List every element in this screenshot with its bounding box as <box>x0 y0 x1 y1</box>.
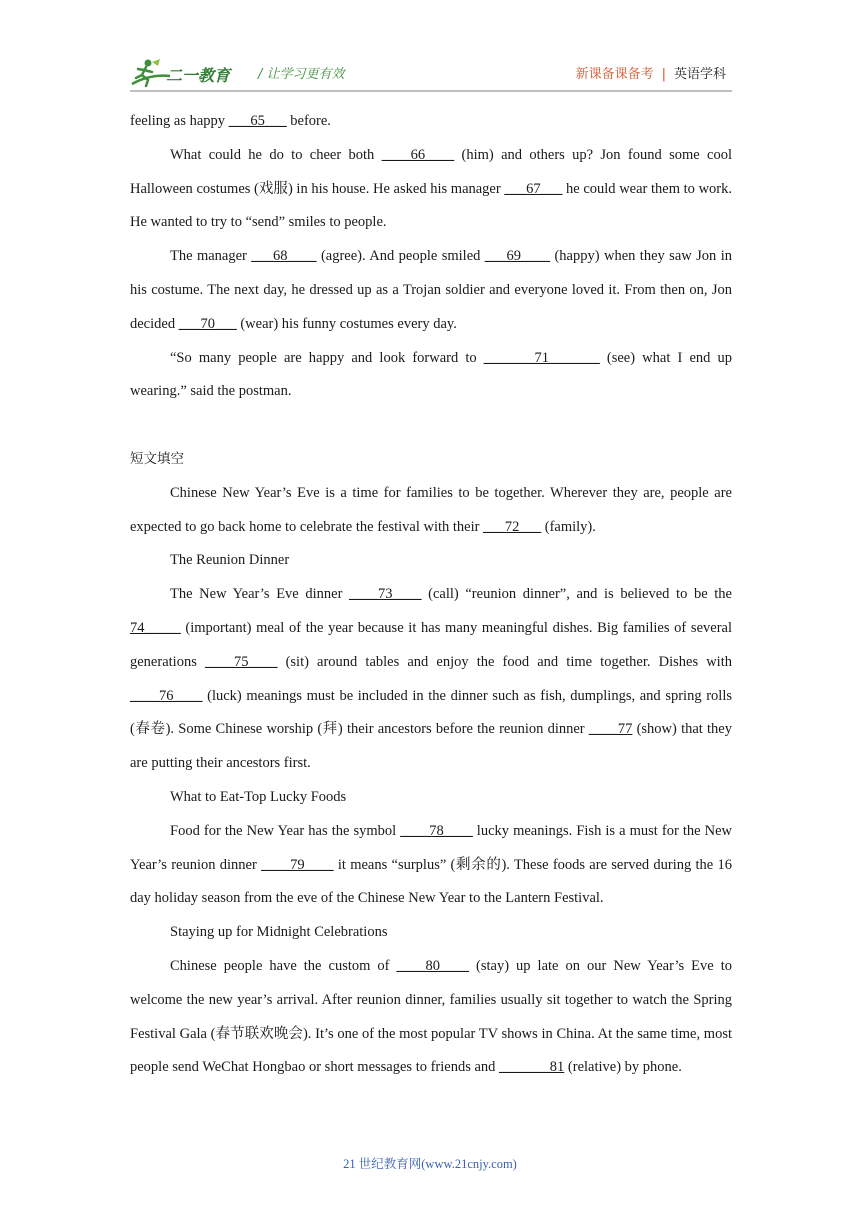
text-segment: (agree). And people smiled <box>316 248 485 265</box>
text-segment: The Reunion Dinner <box>170 552 290 569</box>
paragraph <box>130 240 732 341</box>
paragraph <box>130 105 732 139</box>
text-segment: Chinese New Year’s Eve is a time for families to be together. Wherever they are, people are expected to go back home to celebrate the festival with their <box>130 484 732 535</box>
text-segment: (see) what I end up wearing.” said the postman. <box>130 349 733 400</box>
text-segment: lucky meanings. Fish is a must for the New Year’s reunion dinner <box>130 822 732 873</box>
text-segment: What to Eat-Top Lucky Foods <box>170 788 347 805</box>
answer-blank: ___65___ <box>228 113 287 129</box>
answer-blank: ____76____ <box>130 687 203 704</box>
header-separator: | <box>661 67 666 82</box>
text-segment: (wear) his funny costumes every day. <box>236 315 457 332</box>
text-segment: (him) and others up? Jon found some cool Halloween costumes (戏服) in his house. He asked his manager <box>130 146 732 197</box>
paragraph <box>130 139 732 240</box>
header-divider <box>130 90 732 92</box>
header-subject: 新课备课备考 <box>575 67 654 82</box>
text-segment: Staying up for Midnight Celebrations <box>170 924 388 941</box>
answer-blank: _______81 <box>499 1059 565 1076</box>
text-segment: (luck) meanings must be included in the dinner such as fish, dumplings, and spring rolls (春卷). Some Chinese worship (拜) their ancestors before the reunion dinner <box>130 687 732 738</box>
text-segment: The New Year’s Eve dinner <box>170 586 350 603</box>
section-title <box>130 443 732 477</box>
answer-blank: 74_____ <box>130 619 181 636</box>
answer-blank: ___70___ <box>178 315 237 332</box>
runner-logo-icon <box>130 58 248 88</box>
header-right <box>576 63 726 82</box>
text-segment: Chinese people have the custom of <box>170 957 397 974</box>
text-segment: before. <box>286 113 331 129</box>
paragraph <box>130 815 732 916</box>
slogan: / 让学习更有效 <box>258 67 345 82</box>
text-segment: (important) meal of the year because it has many meaningful dishes. Big families of several generations <box>130 619 732 670</box>
answer-blank: ___68____ <box>251 248 317 265</box>
text-segment: (stay) up late on our New Year’s Eve to welcome the new year’s arrival. After reunion dinner, families usually sit together to watch the Spring Festival Gala (春节联欢晚会). It’s one of the most popular TV shows in China. At the same time, most people send WeChat Hongbao or short messages to friends and <box>130 957 732 1076</box>
header-course: 英语学科 <box>673 67 726 82</box>
paragraph <box>130 950 732 1085</box>
text-segment: Food for the New Year has the symbol <box>170 822 401 839</box>
text-segment: he could wear them to work. He wanted to try to “send” smiles to people. <box>130 180 732 231</box>
text-segment: it means “surplus” (剩余的). These foods are served during the 16 day holiday season from the eve of the Chinese New Year to the Lantern Festival. <box>130 856 733 907</box>
text-segment: “So many people are happy and look forward to <box>170 349 484 366</box>
answer-blank: ____79____ <box>261 856 334 873</box>
page-footer: 21 世纪教育网(www.21cnjy.com) <box>343 1157 517 1171</box>
paragraph <box>130 781 732 815</box>
answer-blank: ____66____ <box>381 146 455 163</box>
text-segment: The manager <box>170 248 252 265</box>
text-segment: 短文填空 <box>130 450 184 467</box>
paragraph <box>130 342 732 410</box>
text-segment: (call) “reunion dinner”, and is believed to be the <box>421 586 732 603</box>
text-segment: (relative) by phone. <box>564 1059 682 1076</box>
answer-blank: ____75____ <box>204 653 278 670</box>
text-segment: (family). <box>541 518 596 535</box>
text-segment: (sit) around tables and enjoy the food and time together. Dishes with <box>277 653 732 670</box>
text-segment: What could he do to cheer both <box>170 146 382 163</box>
paragraph-gap <box>130 409 732 443</box>
text-segment: feeling as happy <box>130 113 229 129</box>
answer-blank: ____77 <box>588 721 633 738</box>
paragraph <box>130 477 732 545</box>
paragraph <box>130 916 732 950</box>
answer-blank: ____80____ <box>396 957 469 974</box>
answer-blank: ___67___ <box>504 180 563 197</box>
answer-blank: ____78____ <box>400 822 473 839</box>
answer-blank: ___72___ <box>483 518 542 535</box>
page-header <box>130 50 732 90</box>
answer-blank: _______71_______ <box>483 349 600 366</box>
text-segment: (happy) when they saw Jon in his costume. The next day, he dressed up as a Trojan soldier and everyone loved it. From then on, Jon decided <box>130 248 732 332</box>
paragraph <box>130 578 732 781</box>
answer-blank: ____73____ <box>349 586 422 603</box>
answer-blank: ___69____ <box>484 248 551 265</box>
svg-text:二一教育: 二一教育 <box>166 66 231 85</box>
text-segment: (show) that they are putting their ancestors first. <box>130 721 732 772</box>
document-body <box>130 105 732 1085</box>
paragraph <box>130 544 732 578</box>
